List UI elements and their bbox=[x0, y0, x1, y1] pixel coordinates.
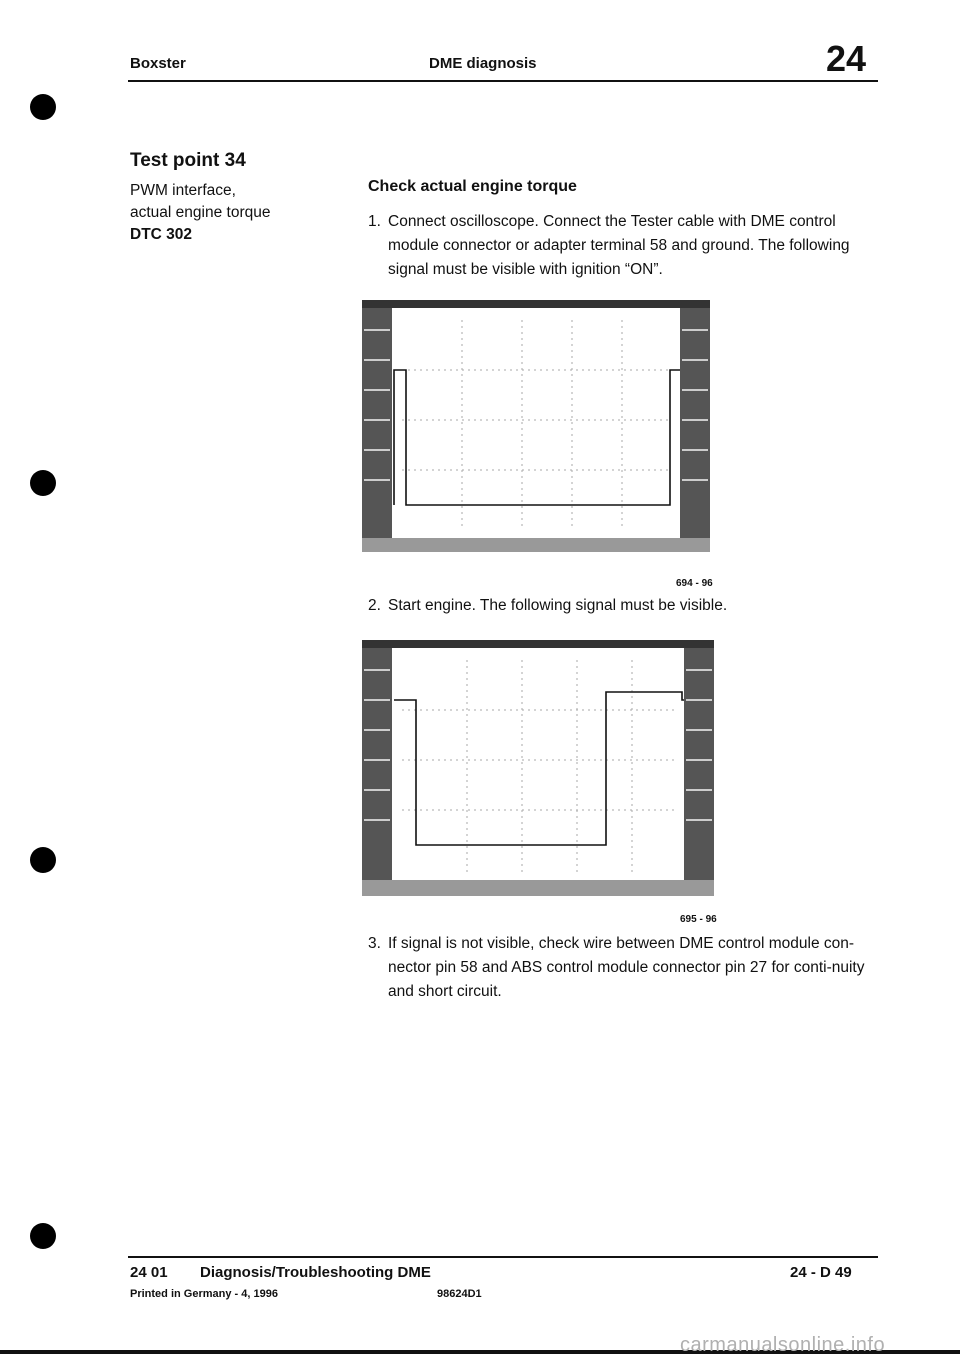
scope-left-panel bbox=[362, 648, 392, 880]
watermark-text: carmanualsonline.info bbox=[680, 1334, 886, 1356]
header-model: Boxster bbox=[130, 55, 186, 72]
step-number: 3. bbox=[368, 935, 381, 952]
step-text: If signal is not visible, check wire between DME control module con-nector pin 58 and ABS control module connector pin 27 for conti-nuity and short circuit. bbox=[388, 935, 865, 1000]
step-3 bbox=[368, 932, 888, 1004]
oscilloscope-figure bbox=[362, 640, 714, 896]
dtc-code: DTC 302 bbox=[130, 226, 193, 243]
footer-title: Diagnosis/Troubleshooting DME bbox=[200, 1264, 431, 1281]
scope-left-panel bbox=[362, 308, 392, 538]
header-chapter-number: 24 bbox=[826, 38, 867, 79]
scope-right-panel bbox=[680, 308, 710, 538]
sidebar-line: actual engine torque bbox=[130, 204, 271, 221]
binder-hole bbox=[30, 1223, 56, 1249]
step-number: 2. bbox=[368, 597, 381, 614]
footer-section: 24 01 bbox=[130, 1264, 168, 1281]
header-rule bbox=[128, 80, 878, 82]
binder-hole bbox=[30, 470, 56, 496]
footer-printed: Printed in Germany - 4, 1996 bbox=[130, 1288, 278, 1300]
step-number: 1. bbox=[368, 213, 381, 230]
step-2 bbox=[368, 594, 888, 618]
step-text: Start engine. The following signal must be visible. bbox=[388, 597, 728, 614]
scope-right-panel bbox=[684, 648, 714, 880]
footer-page-number: 24 - D 49 bbox=[790, 1264, 852, 1281]
step-text: Connect oscilloscope. Connect the Tester cable with DME control module connector or adapter terminal 58 and ground. The following signal must be visible with ignition “ON”. bbox=[388, 213, 850, 278]
section-heading: Check actual engine torque bbox=[368, 178, 577, 195]
binder-hole bbox=[30, 94, 56, 120]
figure-id: 694 - 96 bbox=[676, 578, 713, 589]
test-point-title: Test point 34 bbox=[130, 150, 246, 171]
figure-id: 695 - 96 bbox=[680, 914, 717, 925]
binder-hole bbox=[30, 847, 56, 873]
step-1 bbox=[368, 210, 888, 282]
oscilloscope-figure bbox=[362, 300, 710, 552]
header-section: DME diagnosis bbox=[429, 55, 537, 72]
footer-rule bbox=[128, 1256, 878, 1258]
footer-code: 98624D1 bbox=[437, 1288, 482, 1300]
sidebar-line: PWM interface, bbox=[130, 182, 236, 199]
